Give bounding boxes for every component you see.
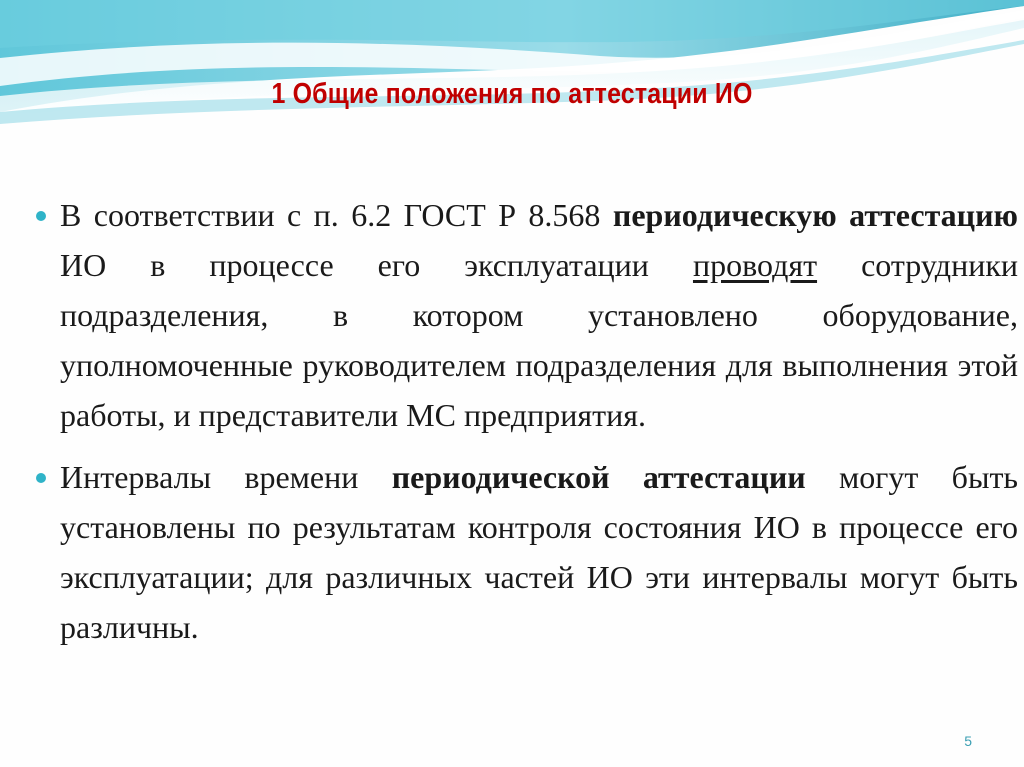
bullet-dot-icon (36, 473, 46, 483)
header-wave-decoration (0, 0, 1024, 140)
bullet-2-text-part2: могут быть установлены по результатам контроля состояния ИО в процессе его эксплуатации; для различных частей ИО эти интервалы могут быть различны. (60, 459, 1019, 645)
bullet-item-2 (36, 452, 1018, 652)
bullet-1-bold-term: периодическую аттестацию (612, 197, 1019, 233)
bullet-2-text-part1: Интервалы времени (60, 459, 392, 495)
bullet-1-text-part2: ИО в процессе его эксплуатации (60, 247, 693, 283)
bullet-1-text-part1: В соответствии с п. 6.2 ГОСТ Р 8.568 (60, 197, 613, 233)
bullet-item-1 (36, 190, 1018, 440)
bullet-1-text-part3: сотрудники подразделения, в котором установлено оборудование, уполномоченные руководителем подразделения для выполнения этой работы, и представители МС предприятия. (60, 247, 1019, 433)
bullet-list (36, 190, 1018, 664)
bullet-1-underlined-term: проводят (692, 247, 818, 283)
slide-title: 1 Общие положения по аттестации ИО (271, 78, 753, 110)
page-number: 5 (964, 733, 972, 749)
bullet-dot-icon (36, 211, 46, 221)
bullet-2-bold-term: периодической аттестации (391, 459, 806, 495)
